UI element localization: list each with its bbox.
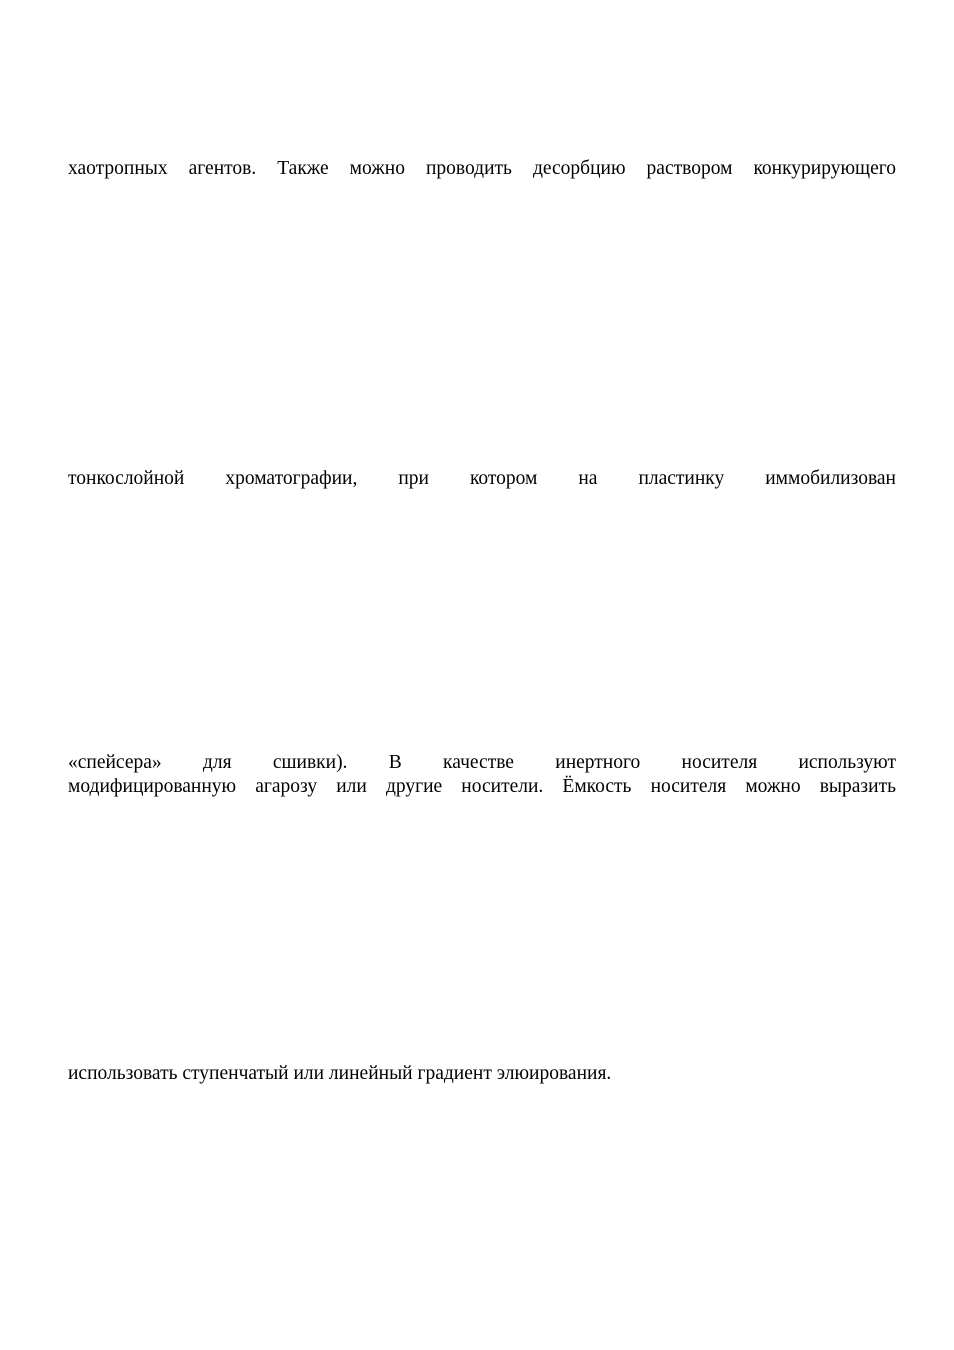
text-line-1: хаотропных агентов. Также можно проводить десорбцию раствором конкурирующего xyxy=(68,158,896,179)
text-line-5: использовать ступенчатый или линейный градиент элюирования. xyxy=(68,1063,612,1084)
text-line-4: модифицированную агарозу или другие носители. Ёмкость носителя можно выразить xyxy=(68,776,896,797)
text-line-3: «спейсера» для сшивки). В качестве инертного носителя используют xyxy=(68,752,896,773)
text-line-2: тонкослойной хроматографии, при котором на пластинку иммобилизован xyxy=(68,468,896,489)
